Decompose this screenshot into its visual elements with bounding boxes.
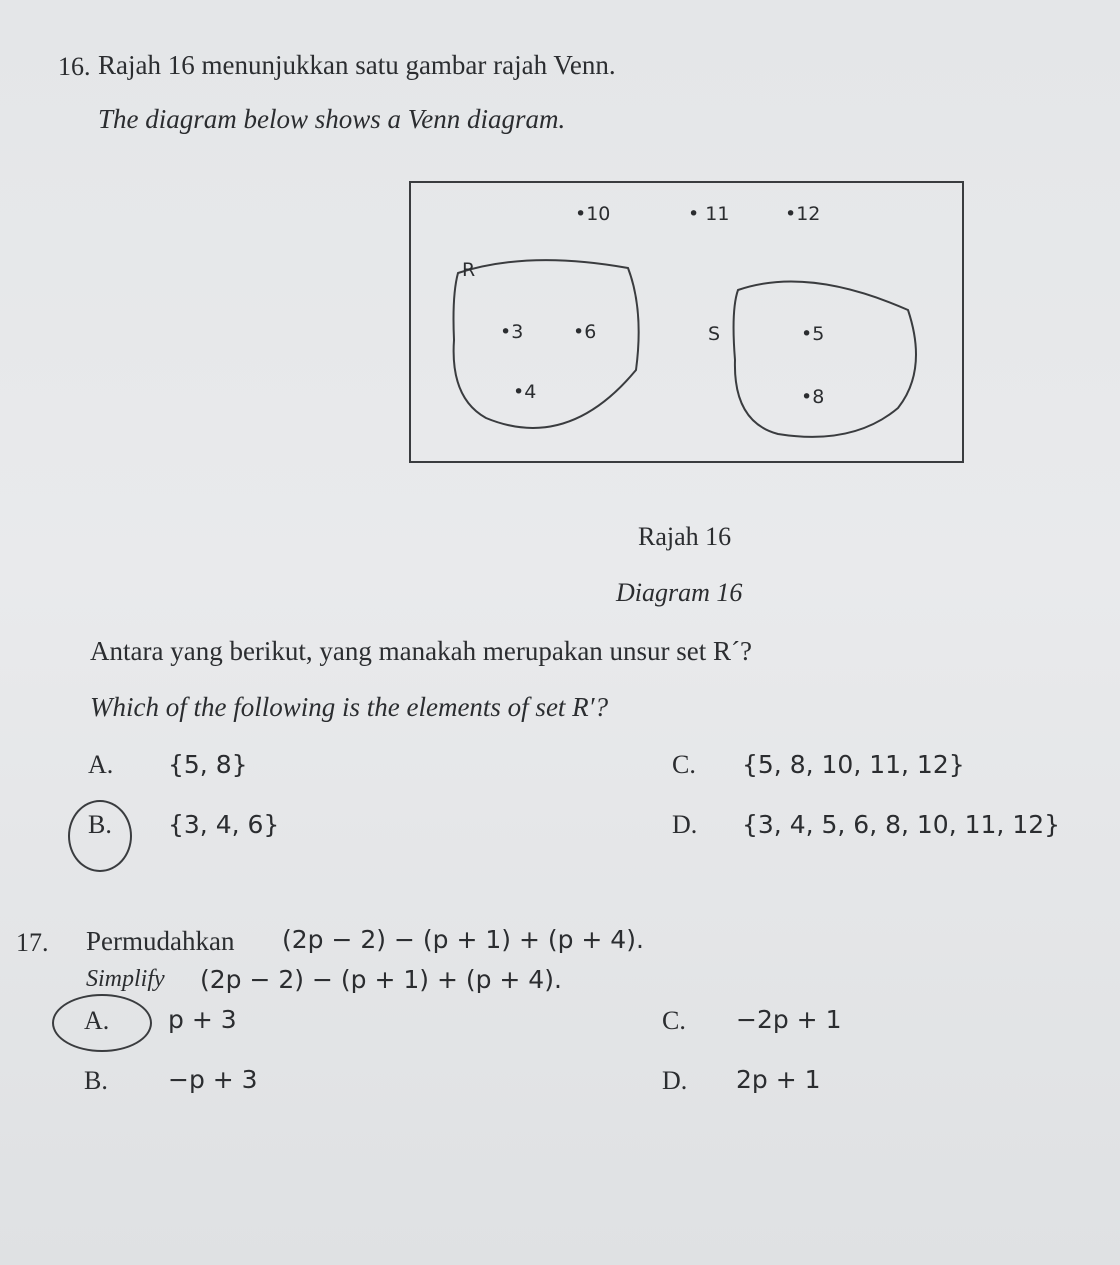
q17-expression-english: (2p − 2) − (p + 1) + (p + 4). bbox=[200, 965, 562, 994]
element-12: •12 bbox=[785, 203, 821, 225]
q17-expression-malay: (2p − 2) − (p + 1) + (p + 4). bbox=[282, 925, 644, 954]
q16-option-c-value: {5, 8, 10, 11, 12} bbox=[742, 750, 965, 779]
q17-option-d-letter[interactable]: D. bbox=[662, 1066, 688, 1095]
q16-prompt-english: The diagram below shows a Venn diagram. bbox=[98, 104, 566, 134]
element-6: •6 bbox=[573, 321, 597, 343]
set-r-circle bbox=[454, 260, 639, 428]
element-10: •10 bbox=[575, 203, 611, 225]
q16-number: 16. bbox=[58, 52, 91, 81]
set-s-label: S bbox=[708, 323, 721, 345]
q16-question-malay: Antara yang berikut, yang manakah merupakan unsur set R´? bbox=[90, 636, 753, 666]
q17-prompt-malay: Permudahkan bbox=[86, 926, 235, 956]
q17-option-a-value: p + 3 bbox=[168, 1005, 237, 1034]
element-5: •5 bbox=[801, 323, 825, 345]
q16-option-d-value: {3, 4, 5, 6, 8, 10, 11, 12} bbox=[742, 810, 1061, 839]
answer-circle-mark bbox=[68, 800, 132, 872]
element-3: •3 bbox=[500, 321, 524, 343]
element-8: •8 bbox=[801, 386, 825, 408]
venn-diagram bbox=[398, 170, 978, 470]
q17-option-b-letter[interactable]: B. bbox=[84, 1066, 108, 1095]
q17-number: 17. bbox=[16, 928, 49, 957]
set-s-circle bbox=[734, 282, 916, 437]
q16-prompt-malay: Rajah 16 menunjukkan satu gambar rajah Venn. bbox=[98, 50, 616, 80]
q17-option-b-value: −p + 3 bbox=[168, 1065, 258, 1094]
q17-option-c-value: −2p + 1 bbox=[736, 1005, 842, 1034]
set-r-label: R bbox=[462, 259, 476, 281]
q16-option-d-letter[interactable]: D. bbox=[672, 810, 698, 839]
q17-option-d-value: 2p + 1 bbox=[736, 1065, 821, 1094]
element-4: •4 bbox=[513, 381, 537, 403]
answer-circle-mark bbox=[52, 994, 152, 1052]
q16-option-a-letter[interactable]: A. bbox=[88, 750, 114, 779]
diagram-caption-malay: Rajah 16 bbox=[638, 522, 732, 551]
element-11: • 11 bbox=[688, 203, 730, 225]
diagram-caption-english: Diagram 16 bbox=[616, 578, 743, 607]
q17-option-c-letter[interactable]: C. bbox=[662, 1006, 686, 1035]
q16-option-b-value: {3, 4, 6} bbox=[168, 810, 280, 839]
q17-prompt-english: Simplify bbox=[86, 966, 165, 992]
q16-option-a-value: {5, 8} bbox=[168, 750, 248, 779]
q16-option-b-letter[interactable]: B. bbox=[88, 810, 112, 839]
q16-question-english: Which of the following is the elements of set R′? bbox=[90, 692, 609, 722]
q17-option-a-letter[interactable]: A. bbox=[84, 1006, 110, 1035]
q16-option-c-letter[interactable]: C. bbox=[672, 750, 696, 779]
